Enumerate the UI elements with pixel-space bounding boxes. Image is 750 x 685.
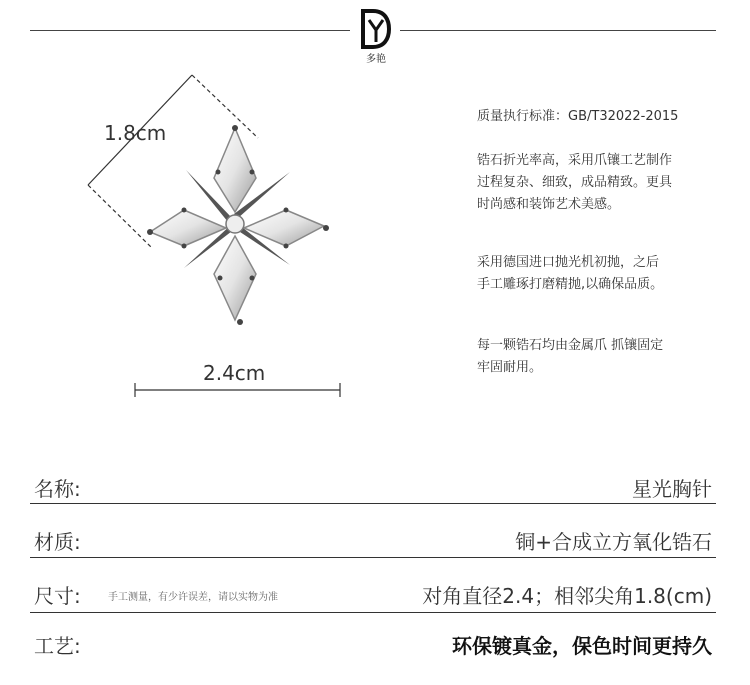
brand-name: 多艳 — [366, 54, 386, 65]
header-rule-left — [30, 30, 350, 31]
spec-row-material — [30, 518, 716, 558]
quality-standard: 质量执行标准：GB/T32022-2015 — [477, 109, 679, 124]
width-dimension-line — [135, 383, 340, 397]
spec-note: 手工测量，有少许误差，请以实物为准 — [108, 592, 278, 603]
brand-logo — [360, 8, 392, 50]
spec-value: 星光胸针 — [632, 477, 712, 501]
spec-value: 铜+合成立方氧化锆石 — [515, 530, 712, 554]
spec-divider — [30, 612, 716, 613]
info-paragraph-2: 采用德国进口抛光机初抛，之后 手工雕琢打磨精抛,以确保品质。 — [477, 255, 664, 292]
spec-value: 对角直径2.4；相邻尖角1.8(cm) — [422, 584, 712, 608]
spec-row-craft — [30, 622, 716, 662]
spec-key: 材质: — [34, 530, 81, 554]
center-gem — [226, 215, 244, 233]
spec-key: 尺寸: — [34, 584, 81, 608]
info-paragraph-3: 每一颗锆石均由金属爪 抓镶固定 牢固耐用。 — [477, 338, 664, 375]
gem-top — [214, 125, 256, 212]
brooch-image — [80, 60, 380, 410]
gem-bottom — [214, 236, 256, 325]
spec-key: 工艺: — [34, 634, 81, 658]
spec-key: 名称: — [34, 477, 81, 501]
info-paragraph-1: 锆石折光率高，采用爪镶工艺制作 过程复杂、细致，成品精致。更具 时尚感和装饰艺术美感。 — [477, 153, 673, 212]
spec-value: 环保镀真金，保色时间更持久 — [452, 634, 712, 658]
spec-row-size — [30, 572, 716, 612]
header-rule-right — [400, 30, 716, 31]
spec-divider — [30, 503, 716, 504]
spec-row-name — [30, 465, 716, 505]
spec-divider — [30, 557, 716, 558]
width-label: 2.4cm — [203, 361, 266, 385]
height-label: 1.8cm — [104, 121, 167, 145]
